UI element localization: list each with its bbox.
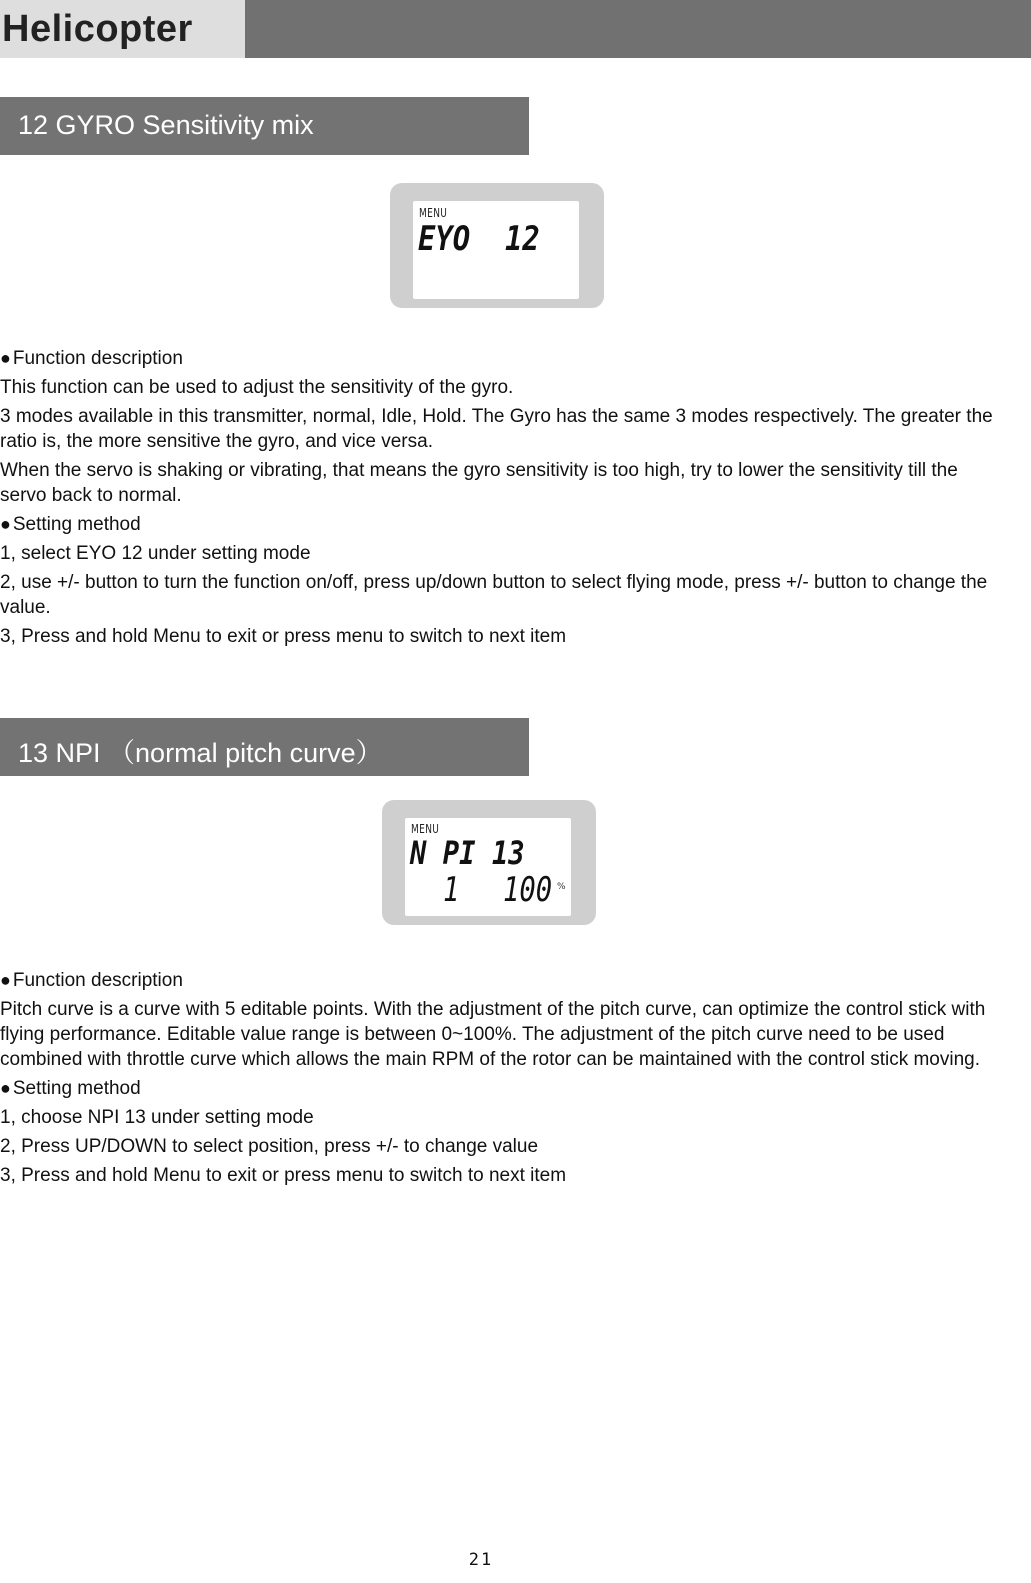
paragraph: This function can be used to adjust the sensitivity of the gyro.: [0, 377, 514, 398]
page-category-title: Helicopter: [2, 8, 193, 50]
paragraph: Pitch curve is a curve with 5 editable points. With the adjustment of the pitch curve, can optimize the control stick with flying performance. Editable value range is between 0~100%. The adjustment of the pitch curve need to be used combined with throttle curve which allows the main RPM of the rotor can be maintained with the control stick moving.: [0, 999, 986, 1070]
section-title-bar-gyro: [0, 97, 529, 155]
page-number: 21: [468, 1550, 494, 1570]
setting-method-heading: ● Setting method: [0, 1076, 1000, 1101]
setting-step: 3, Press and hold Menu to exit or press menu to switch to next item: [0, 626, 567, 647]
lcd-menu-label: MENU: [411, 822, 440, 836]
section-title-npi: 13 NPI （normal pitch curve）: [18, 738, 383, 768]
lcd-line-1: EYO 12: [418, 219, 540, 259]
setting-step: 3, Press and hold Menu to exit or press menu to switch to next item: [0, 1165, 567, 1186]
lcd-screen: [413, 201, 579, 299]
lcd-line-2-position: 1: [443, 870, 460, 910]
section-title-bar-npi: [0, 718, 529, 776]
setting-step: 1, select EYO 12 under setting mode: [0, 543, 311, 564]
header-tab: [0, 0, 245, 58]
lcd-display-npi: [382, 800, 596, 925]
lcd-line-1: N PI 13: [410, 834, 525, 872]
header-bar: [245, 0, 1031, 58]
paragraph: When the servo is shaking or vibrating, that means the gyro sensitivity is too high, try to lower the sensitivity till the servo back to normal.: [0, 460, 958, 506]
setting-step: 2, use +/- button to turn the function on/off, press up/down button to select flying mode, press +/- button to change the value.: [0, 572, 988, 618]
lcd-display-gyro: [390, 183, 604, 308]
paragraph: 3 modes available in this transmitter, normal, Idle, Hold. The Gyro has the same 3 modes respectively. The greater the ratio is, the more sensitive the gyro, and vice versa.: [0, 406, 993, 452]
lcd-percent-unit: %: [557, 882, 566, 892]
lcd-menu-label: MENU: [419, 206, 448, 220]
lcd-screen: [405, 818, 571, 916]
section-title-gyro: 12 GYRO Sensitivity mix: [18, 110, 314, 140]
gyro-description-block: [0, 346, 1000, 649]
setting-step: 2, Press UP/DOWN to select position, press +/- to change value: [0, 1136, 539, 1157]
setting-method-heading: ● Setting method: [0, 512, 1000, 537]
function-description-heading: ● Function description: [0, 346, 1000, 371]
setting-step: 1, choose NPI 13 under setting mode: [0, 1107, 314, 1128]
npi-description-block: [0, 968, 1000, 1188]
lcd-line-2-value: 100: [503, 870, 553, 910]
function-description-heading: ● Function description: [0, 968, 1000, 993]
